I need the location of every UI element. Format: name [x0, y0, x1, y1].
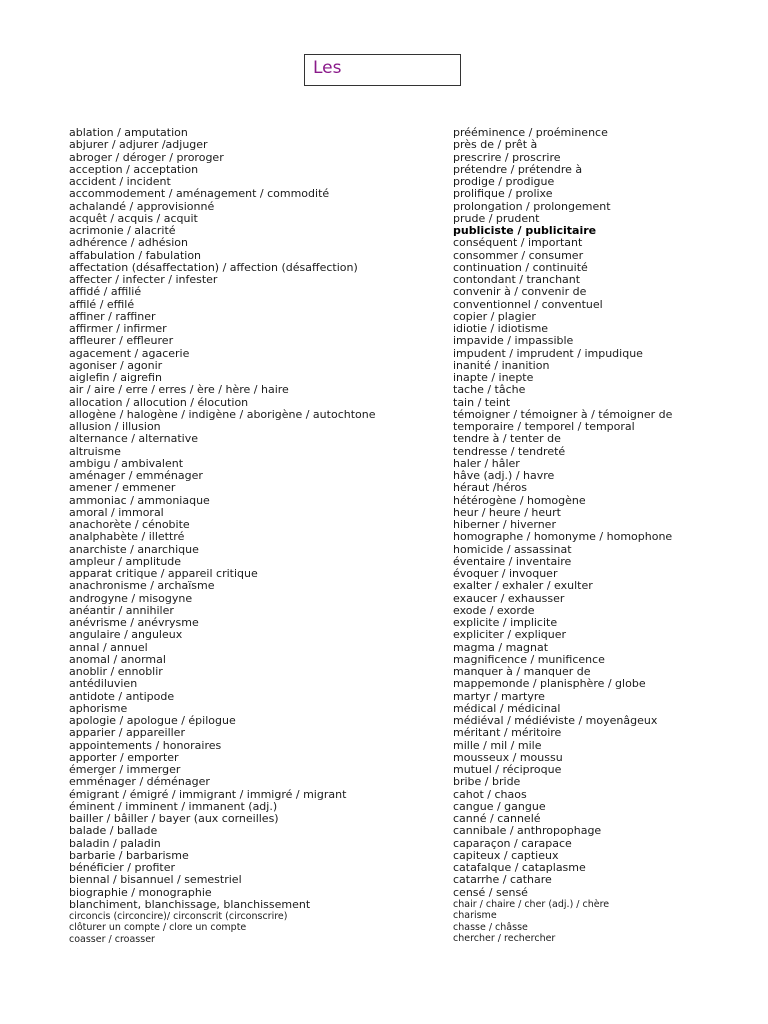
word-pair-entry: manquer à / manquer de — [453, 665, 591, 678]
word-pair-entry: ampleur / amplitude — [69, 554, 182, 568]
word-pair-entry: médical / médicinal — [453, 701, 561, 715]
word-pair-entry: prolongation / prolongement — [453, 199, 611, 213]
word-pair-entry: tendresse / tendreté — [453, 444, 566, 458]
word-pair-entry: anéantir / annihiler — [69, 603, 174, 617]
word-pair-entry: martyr / martyre — [453, 689, 545, 703]
word-pair-entry: mappemonde / planisphère / globe — [453, 677, 646, 691]
word-pair-entry: éventaire / inventaire — [453, 554, 572, 568]
word-pair-entry: aménager / emménager — [69, 469, 203, 482]
word-pair-entry: prescrire / proscrire — [453, 150, 561, 164]
word-pair-entry: prétendre / prétendre à — [453, 162, 583, 176]
word-pair-entry: publiciste / publicitaire — [453, 224, 597, 237]
word-pair-entry: hiberner / hiverner — [453, 518, 556, 531]
word-pair-entry: allusion / illusion — [69, 420, 161, 433]
word-pair-entry: chasse / châsse — [453, 921, 528, 933]
word-pair-entry: apporter / emporter — [69, 750, 179, 764]
word-pair-entry: androgyne / misogyne — [69, 591, 193, 605]
word-pair-entry: capiteux / captieux — [453, 848, 559, 862]
word-pair-entry: médiéval / médiéviste / moyenâgeux — [453, 714, 658, 727]
word-pair-entry: abroger / déroger / proroger — [69, 150, 224, 164]
word-pair-entry: exaucer / exhausser — [453, 591, 565, 605]
word-pair-entry: altruisme — [69, 444, 121, 458]
word-pair-entry: exalter / exhaler / exulter — [453, 579, 593, 593]
word-pair-entry: agacement / agacerie — [69, 346, 190, 360]
word-pair-entry: accident / incident — [69, 175, 171, 188]
word-pair-entry: tendre à / tenter de — [453, 432, 561, 446]
word-pair-entry: cahot / chaos — [453, 787, 527, 801]
word-pair-entry: homographe / homonyme / homophone — [453, 530, 673, 544]
word-pair-entry: copier / plagier — [453, 309, 536, 323]
word-pair-entry: antédiluvien — [69, 677, 138, 691]
word-pair-entry: prolifique / prolixe — [453, 187, 553, 201]
word-pair-entry: cangue / gangue — [453, 799, 546, 813]
word-pair-entry: acrimonie / alacrité — [69, 224, 176, 237]
word-pair-entry: ablation / amputation — [69, 126, 188, 139]
word-pair-entry: près de / prêt à — [453, 138, 538, 152]
word-pair-entry: ammoniac / ammoniaque — [69, 493, 210, 507]
word-pair-entry: contondant / tranchant — [453, 273, 581, 286]
word-pair-entry: conventionnel / conventuel — [453, 297, 603, 311]
word-pair-entry: barbarie / barbarisme — [69, 848, 189, 862]
word-pair-entry: hétérogène / homogène — [453, 493, 586, 507]
word-pair-entry: alternance / alternative — [69, 432, 198, 446]
word-pair-entry: mousseux / moussu — [453, 750, 563, 764]
word-pair-entry: affecter / infecter / infester — [69, 273, 218, 286]
word-pair-entry: aphorisme — [69, 701, 128, 715]
word-pair-entry: chair / chaire / cher (adj.) / chère — [453, 898, 610, 910]
word-pair-entry: consommer / consumer — [453, 248, 584, 262]
word-pair-entry: magma / magnat — [453, 640, 549, 654]
word-pair-entry: aiglefin / aigrefin — [69, 371, 162, 384]
word-pair-entry: catarrhe / cathare — [453, 873, 552, 887]
word-pair-entry: tain / teint — [453, 395, 511, 409]
word-pair-entry: conséquent / important — [453, 236, 583, 250]
word-pair-entry: prodige / prodigue — [453, 175, 555, 188]
word-pair-entry: idiotie / idiotisme — [453, 322, 549, 335]
word-pair-entry: affilé / effilé — [69, 297, 135, 311]
word-pair-entry: accommodement / aménagement / commodité — [69, 187, 330, 201]
word-pair-entry: air / aire / erre / erres / ère / hère / haire — [69, 383, 289, 397]
word-pair-entry: canné / cannelé — [453, 812, 541, 825]
title-box — [304, 54, 461, 86]
word-pair-entry: inapte / inepte — [453, 371, 534, 384]
word-pair-entry: allogène / halogène / indigène / aborigène / autochtone — [69, 407, 376, 421]
word-pair-entry: impudent / imprudent / impudique — [453, 346, 643, 360]
word-pair-entry: censé / sensé — [453, 885, 528, 899]
word-pair-entry: mille / mil / mile — [453, 738, 542, 752]
word-pair-entry: émerger / immerger — [69, 763, 181, 776]
word-pair-entry: allocation / allocution / élocution — [69, 395, 249, 409]
word-pair-entry: évoquer / invoquer — [453, 567, 558, 580]
word-pair-entry: affirmer / infirmer — [69, 322, 167, 335]
word-pair-entry: appointements / honoraires — [69, 738, 222, 752]
word-pair-entry: expliciter / expliquer — [453, 628, 567, 642]
word-pair-entry: mutuel / réciproque — [453, 763, 562, 776]
word-pair-entry: anomal / anormal — [69, 652, 166, 666]
word-pair-entry: annal / annuel — [69, 640, 148, 654]
right-word-list — [453, 127, 672, 944]
word-pair-entry: blanchiment, blanchissage, blanchissement — [69, 897, 311, 911]
word-pair-entry: affectation (désaffectation) / affection (désaffection) — [69, 260, 358, 274]
word-pair-entry: apparier / appareiller — [69, 726, 185, 740]
word-pair-entry: affiner / raffiner — [69, 309, 156, 323]
word-pair-entry: balade / ballade — [69, 824, 158, 838]
word-pair-entry: apparat critique / appareil critique — [69, 567, 258, 580]
word-pair-entry: héraut /héros — [453, 481, 527, 495]
word-pair-entry: cannibale / anthropophage — [453, 824, 602, 838]
word-pair-entry: biographie / monographie — [69, 885, 212, 899]
word-pair-entry: exode / exorde — [453, 603, 535, 617]
word-pair-entry: baladin / paladin — [69, 836, 161, 850]
word-pair-entry: tache / tâche — [453, 383, 526, 397]
word-pair-entry: agoniser / agonir — [69, 358, 163, 372]
word-pair-entry: bailler / bâiller / bayer (aux corneilles) — [69, 812, 279, 825]
word-pair-entry: magnificence / munificence — [453, 652, 605, 666]
word-pair-entry: heur / heure / heurt — [453, 505, 561, 519]
word-pair-entry: achalandé / approvisionné — [69, 199, 215, 213]
word-pair-entry: catafalque / cataplasme — [453, 861, 586, 874]
word-pair-entry: adhérence / adhésion — [69, 236, 188, 250]
word-pair-entry: continuation / continuité — [453, 260, 588, 274]
page-title: Les — [313, 58, 342, 78]
word-pair-entry: circoncis (circoncire)/ circonscrit (circonscrire) — [69, 911, 288, 922]
word-pair-entry: chercher / rechercher — [453, 932, 556, 944]
word-pair-entry: affleurer / effleurer — [69, 334, 174, 348]
word-pair-entry: prude / prudent — [453, 211, 540, 225]
word-pair-entry: acquêt / acquis / acquit — [69, 211, 198, 225]
word-pair-entry: éminent / imminent / immanent (adj.) — [69, 799, 278, 813]
word-pair-entry: anachronisme / archaïsme — [69, 579, 215, 593]
word-pair-entry: émigrant / émigré / immigrant / immigré / migrant — [69, 787, 347, 801]
word-pair-entry: témoigner / témoigner à / témoigner de — [453, 407, 673, 421]
word-pair-entry: anachorète / cénobite — [69, 518, 190, 531]
word-pair-entry: anoblir / ennoblir — [69, 665, 163, 678]
word-pair-entry: affidé / affilié — [69, 285, 142, 299]
word-pair-entry: charisme — [453, 910, 497, 922]
word-pair-entry: homicide / assassinat — [453, 542, 572, 556]
left-word-list — [69, 127, 376, 945]
word-pair-entry: caparaçon / carapace — [453, 836, 572, 850]
word-pair-entry: amener / emmener — [69, 481, 176, 495]
word-pair-entry: emménager / déménager — [69, 775, 210, 789]
word-pair-entry: apologie / apologue / épilogue — [69, 714, 236, 727]
word-pair-entry: coasser / croasser — [69, 933, 155, 945]
word-pair-entry: explicite / implicite — [453, 616, 558, 629]
word-pair-entry: acception / acceptation — [69, 162, 199, 176]
word-pair-entry: abjurer / adjurer /adjuger — [69, 138, 208, 152]
word-pair-entry: bénéficier / profiter — [69, 861, 176, 874]
word-pair-entry: méritant / méritoire — [453, 726, 562, 740]
word-pair-entry: angulaire / anguleux — [69, 628, 183, 642]
word-pair-entry: amoral / immoral — [69, 505, 164, 519]
word-pair-entry: convenir à / convenir de — [453, 285, 587, 299]
word-pair-entry: inanité / inanition — [453, 358, 550, 372]
word-pair-entry: antidote / antipode — [69, 689, 175, 703]
word-pair-entry: analphabète / illettré — [69, 530, 185, 544]
word-pair-entry: hâve (adj.) / havre — [453, 469, 555, 482]
word-pair-entry: impavide / impassible — [453, 334, 574, 348]
word-pair-entry: anévrisme / anévrysme — [69, 616, 199, 629]
word-pair-entry: prééminence / proéminence — [453, 126, 608, 139]
word-pair-entry: affabulation / fabulation — [69, 248, 202, 262]
word-pair-entry: ambigu / ambivalent — [69, 456, 184, 470]
word-pair-entry: biennal / bisannuel / semestriel — [69, 873, 242, 887]
word-pair-entry: anarchiste / anarchique — [69, 542, 199, 556]
word-pair-entry: clôturer un compte / clore un compte — [69, 922, 247, 934]
word-pair-entry: temporaire / temporel / temporal — [453, 420, 635, 433]
word-pair-entry: bribe / bride — [453, 775, 521, 789]
word-pair-entry: haler / hâler — [453, 456, 520, 470]
